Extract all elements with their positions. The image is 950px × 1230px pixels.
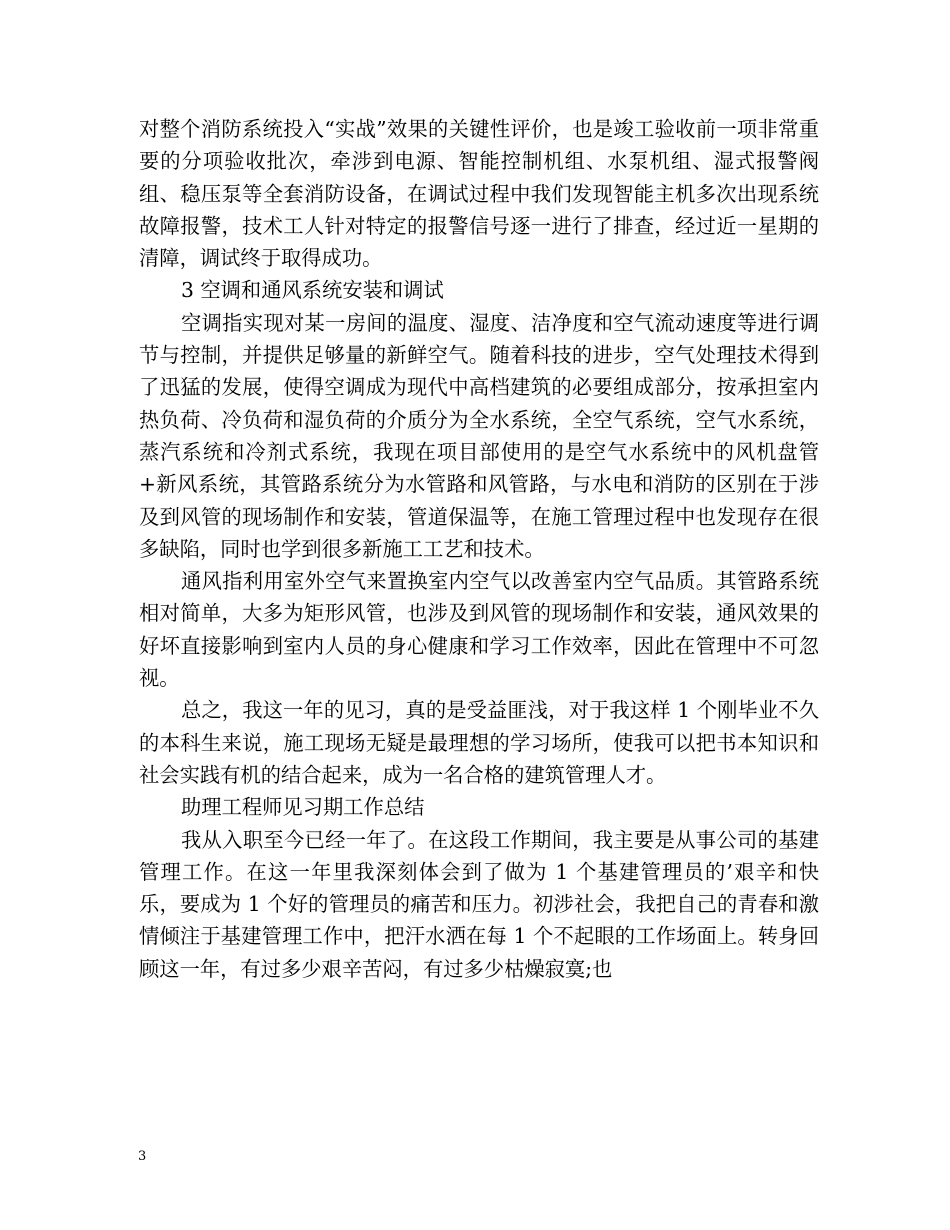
section-heading-hvac: 3 空调和通风系统安装和调试 [181, 278, 444, 303]
paragraph-summary-intro: 我从入职至今已经一年了。在这段工作期间，我主要是从事公司的基建管理工作。在这一年里我深刻体会到了做为 1 个基建管理员的’艰辛和快乐，要成为 1 个好的管理员的痛苦和压力。初涉社会，我把自己的青春和激情倾注于基建管理工作中，把汗水洒在每 1 个不起眼的工作场面上。转身回顾这一年，有过多少艰辛苦闷，有过多少枯燥寂寞;也 [139, 827, 819, 981]
paragraph-air-conditioning: 空调指实现对某一房间的温度、湿度、洁净度和空气流动速度等进行调节与控制，并提供足够量的新鲜空气。随着科技的进步，空气处理技术得到了迅猛的发展，使得空调成为现代中高档建筑的必要组成部分，按承担室内热负荷、冷负荷和湿负荷的介质分为全水系统，全空气系统，空气水系统，蒸汽系统和冷剂式系统，我现在项目部使用的是空气水系统中的风机盘管+新风系统，其管路系统分为水管路和风管路，与水电和消防的区别在于涉及到风管的现场制作和安装，管道保温等，在施工管理过程中也发现存在很多缺陷，同时也学到很多新施工工艺和技术。 [139, 310, 819, 561]
page-number: 3 [138, 1149, 147, 1164]
section-title-summary: 助理工程师见习期工作总结 [181, 795, 425, 820]
document-body [139, 113, 819, 985]
paragraph-fire-system-eval: 对整个消防系统投入“实战”效果的关键性评价，也是竣工验收前一项非常重要的分项验收批次，牵涉到电源、智能控制机组、水泵机组、湿式报警阀组、稳压泵等全套消防设备，在调试过程中我们发现智能主机多次出现系统故障报警，技术工人针对特定的报警信号逐一进行了排查，经过近一星期的清障，调试终于取得成功。 [139, 117, 819, 271]
paragraph-ventilation: 通风指利用室外空气来置换室内空气以改善室内空气品质。其管路系统相对简单，大多为矩形风管，也涉及到风管的现场制作和安装，通风效果的好坏直接影响到室内人员的身心健康和学习工作效率，因此在管理中不可忽视。 [139, 569, 819, 691]
paragraph-conclusion: 总之，我这一年的见习，真的是受益匪浅，对于我这样 1 个刚毕业不久的本科生来说，施工现场无疑是最理想的学习场所，使我可以把书本知识和社会实践有机的结合起来，成为一名合格的建筑管理人才。 [139, 698, 819, 787]
